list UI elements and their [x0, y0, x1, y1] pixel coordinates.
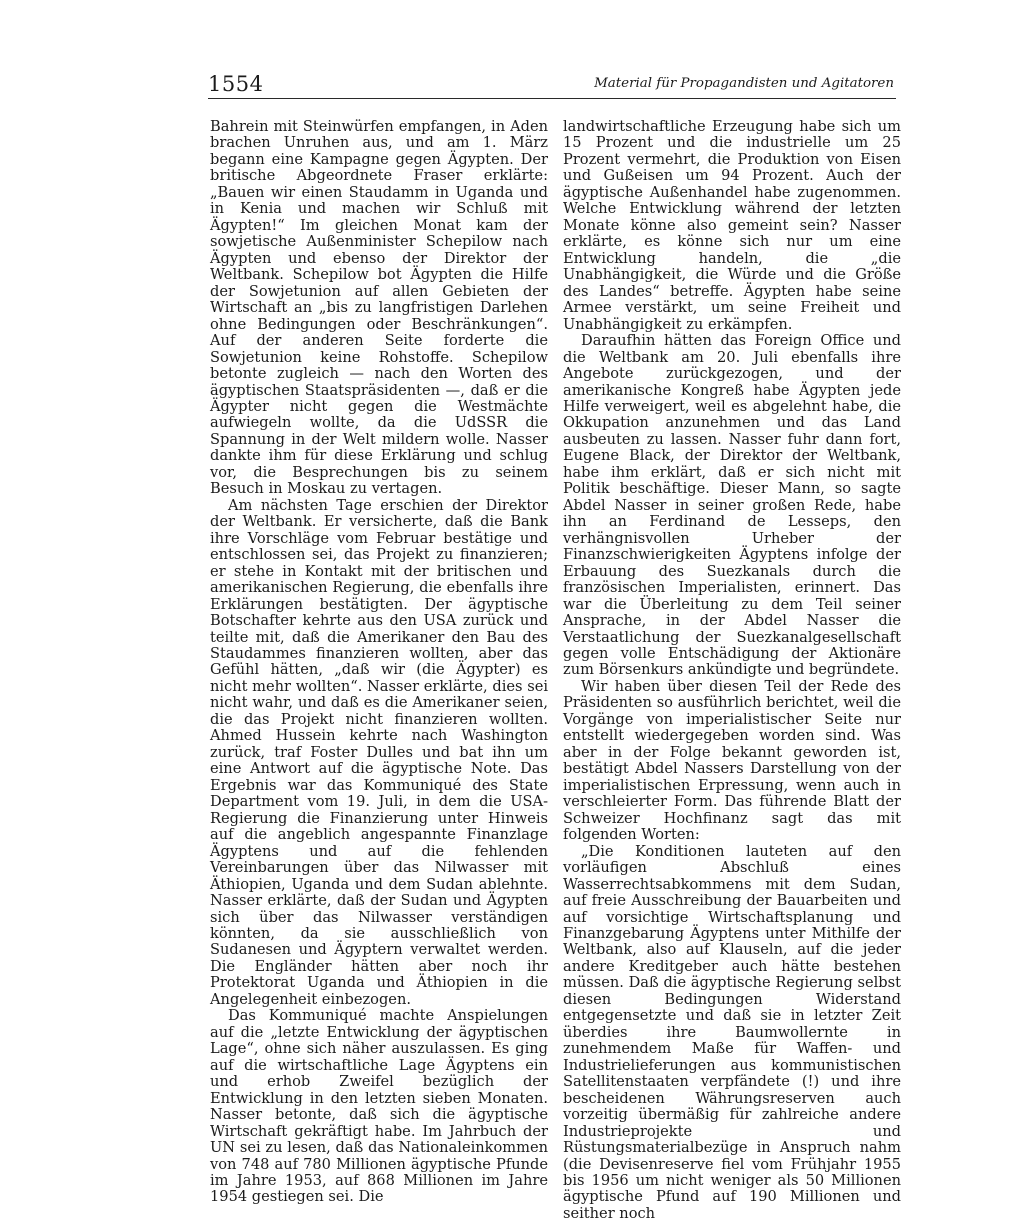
right-column	[563, 119, 901, 1222]
header-rule	[208, 98, 896, 99]
paragraph: Daraufhin hätten das Foreign Office und die Weltbank am 20. Juli ebenfalls ihre Angebote zurückgezogen, und der amerikanische Kongreß habe Ägypten jede Hilfe verweigert, weil es abgelehnt habe, die Okkupation anzunehmen und das Land ausbeuten zu lassen. Nasser fuhr dann fort, Eugene Black, der Direktor der Weltbank, habe ihm erklärt, daß er sich nicht mit Politik beschäftige. Dieser Mann, so sagte Abdel Nasser in seiner großen Rede, habe ihn an Ferdinand de Lesseps, den verhängnisvollen Urheber der Finanzschwierigkeiten Ägyptens infolge der Erbauung des Suezkanals durch die französischen Imperialisten, erinnert. Das war die Überleitung zu dem Teil seiner Ansprache, in der Abdel Nasser die Verstaatlichung der Suezkanalgesellschaft gegen volle Entschädigung der Aktionäre zum Börsenkurs ankündigte und begründete.	[563, 332, 901, 679]
quotation-paragraph: „Die Konditionen lauteten auf den vorläufigen Abschluß eines Wasserrechtsabkommens mit dem Sudan, auf freie Ausschreibung der Bauarbeiten und auf vorsichtige Wirtschaftsplanung und Finanzgebarung Ägyptens unter Mithilfe der Weltbank, also auf Klauseln, auf die jeder andere Kreditgeber auch hätte bestehen müssen. Daß die ägyptische Regierung selbst diesen Bedingungen Widerstand entgegensetzte und daß sie in letzter Zeit überdies ihre Baumwollernte in zunehmendem Maße für Waffen- und Industrielieferungen aus kommunistischen Satellitenstaaten verpfändete (!) und ihre bescheidenen Währungsreserven auch vorzeitig übermäßig für zahlreiche andere Industrieprojekte und Rüstungsmaterialbezüge in Anspruch nahm (die Devisenreserve fiel vom Frühjahr 1955 bis 1956 um nicht weniger als 50 Millionen ägyptische Pfund auf 190 Millionen und seither noch	[563, 842, 901, 1222]
page-number: 1554	[208, 72, 264, 96]
paragraph: landwirtschaftliche Erzeugung habe sich um 15 Prozent und die industrielle um 25 Prozent vermehrt, die Produktion von Eisen und Gußeisen um 94 Prozent. Auch der ägyptische Außenhandel habe zugenommen. Welche Entwicklung während der letzten Monate könne also gemeint sein? Nasser erklärte, es könne sich nur um eine Entwicklung handeln, die „die Unabhängigkeit, die Würde und die Größe des Landes“ betreffe. Ägypten habe seine Armee verstärkt, um seine Freiheit und Unabhängigkeit zu erkämpfen.	[563, 118, 901, 333]
left-column	[210, 119, 548, 1206]
paragraph: Wir haben über diesen Teil der Rede des Präsidenten so ausführlich berichtet, weil die Vorgänge von imperialistischer Seite nur entstellt wiedergegeben worden sind. Was aber in der Folge bekannt geworden ist, bestätigt Abdel Nassers Darstellung von der imperialistischen Erpressung, wenn auch in verschleierter Form. Das führende Blatt der Schweizer Hochfinanz sagt das mit folgenden Worten:	[563, 677, 901, 844]
paragraph: Das Kommuniqué machte Anspielungen auf die „letzte Entwicklung der ägyptischen Lage“, ohne sich näher auszulassen. Es ging auf die wirtschaftliche Lage Ägyptens ein und erhob Zweifel bezüglich der Entwicklung in den letzten sieben Monaten. Nasser betonte, daß sich die ägyptische Wirtschaft gekräftigt habe. Im Jahrbuch der UN sei zu lesen, daß das Nationaleinkommen von 748 auf 780 Millionen ägyptische Pfunde im Jahre 1953, auf 868 Millionen im Jahre 1954 gestiegen sei. Die	[210, 1007, 548, 1206]
running-head: Material für Propagandisten und Agitatoren	[594, 76, 894, 91]
paragraph: Bahrein mit Steinwürfen empfangen, in Aden brachen Unruhen aus, und am 1. März begann eine Kampagne gegen Ägypten. Der britische Abgeordnete Fraser erklärte: „Bauen wir einen Staudamm in Uganda und in Kenia und machen wir Schluß mit Ägypten!“ Im gleichen Monat kam der sowjetische Außenminister Schepilow nach Ägypten und ebenso der Direktor der Weltbank. Schepilow bot Ägypten die Hilfe der Sowjetunion auf allen Gebieten der Wirtschaft an „bis zu langfristigen Darlehen ohne Bedingungen oder Beschränkungen“. Auf der anderen Seite forderte die Sowjetunion keine Rohstoffe. Schepilow betonte zugleich — nach den Worten des ägyptischen Staatspräsidenten —, daß er die Ägypter nicht gegen die Westmächte aufwiegeln wollte, da die UdSSR die Spannung in der Welt mildern wolle. Nasser dankte ihm für diese Erklärung und schlug vor, die Besprechungen bis zu seinem Besuch in Moskau zu vertagen.	[210, 118, 548, 498]
paragraph: Am nächsten Tage erschien der Direktor der Weltbank. Er versicherte, daß die Bank ihre Vorschläge vom Februar bestätige und entschlossen sei, das Projekt zu finanzieren; er stehe in Kontakt mit der britischen und amerikanischen Regierung, die ebenfalls ihre Erklärungen bestätigten. Der ägyptische Botschafter kehrte aus den USA zurück und teilte mit, daß die Amerikaner den Bau des Staudammes finanzieren wollten, aber das Gefühl hätten, „daß wir (die Ägypter) es nicht mehr wollten“. Nasser erklärte, dies sei nicht wahr, und daß es die Amerikaner seien, die das Projekt nicht finanzieren wollten. Ahmed Hussein kehrte nach Washington zurück, traf Foster Dulles und bat ihn um eine Antwort auf die ägyptische Note. Das Ergebnis war das Kommuniqué des State Department vom 19. Juli, in dem die USA-Regierung die Finanzierung unter Hinweis auf die angeblich angespannte Finanzlage Ägyptens und auf die fehlenden Vereinbarungen über das Nilwasser mit Äthiopien, Uganda und dem Sudan ablehnte. Nasser erklärte, daß der Sudan und Ägypten sich über das Nilwasser verständigen könnten, da sie ausschließlich von Sudanesen und Ägyptern verwaltet werden. Die Engländer hätten aber noch ihr Protektorat Uganda und Äthiopien in die Angelegenheit einbezogen.	[210, 496, 548, 1008]
